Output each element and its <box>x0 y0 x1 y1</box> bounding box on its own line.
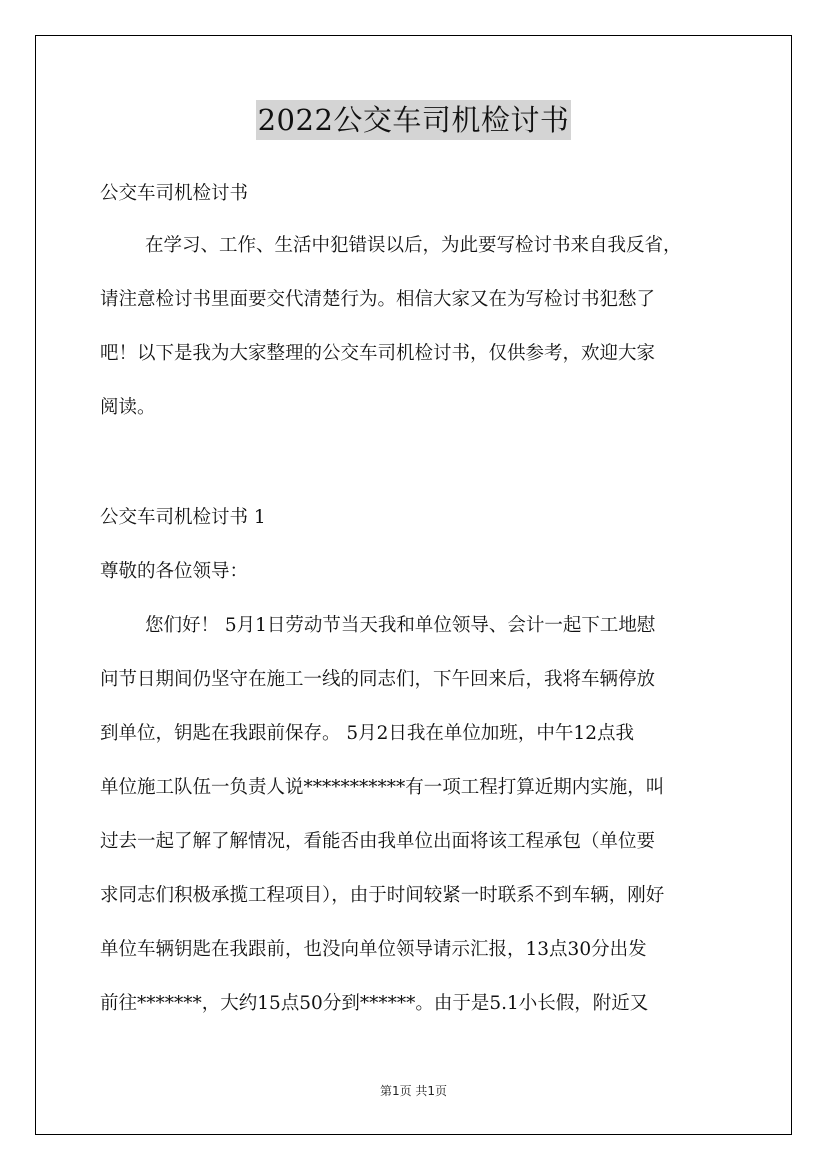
title-container <box>0 100 827 140</box>
body-line: 到单位，钥匙在我跟前保存。 5月2日我在单位加班，中午12点我 <box>100 723 634 744</box>
intro-line: 在学习、工作、生活中犯错误以后，为此要写检讨书来自我反省， <box>145 235 682 256</box>
body-line: 过去一起了解了解情况，看能否由我单位出面将该工程承包（单位要 <box>100 831 656 852</box>
document-title: 2022公交车司机检讨书 <box>256 100 572 140</box>
body-line: 求同志们积极承揽工程项目），由于时间较紧一时联系不到车辆，刚好 <box>100 885 665 906</box>
section-heading: 公交车司机检讨书 1 <box>100 507 266 528</box>
body-line: 前往*******，大约15点50分到******。由于是5.1小长假，附近又 <box>100 993 649 1014</box>
body-line: 单位车辆钥匙在我跟前，也没向单位领导请示汇报，13点30分出发 <box>100 939 647 960</box>
salutation: 尊敬的各位领导： <box>100 561 249 582</box>
intro-line: 请注意检讨书里面要交代清楚行为。相信大家又在为写检讨书犯愁了 <box>100 289 656 310</box>
body-line: 您们好！ 5月1日劳动节当天我和单位领导、会计一起下工地慰 <box>145 615 656 636</box>
document-subtitle: 公交车司机检讨书 <box>100 183 249 204</box>
body-line: 问节日期间仍坚守在施工一线的同志们，下午回来后，我将车辆停放 <box>100 669 656 690</box>
intro-line: 吧！以下是我为大家整理的公交车司机检讨书，仅供参考，欢迎大家 <box>100 343 656 364</box>
intro-line: 阅读。 <box>100 397 156 418</box>
page-footer: 第1页 共1页 <box>379 1084 448 1098</box>
body-line: 单位施工队伍一负责人说***********有一项工程打算近期内实施，叫 <box>100 777 665 798</box>
